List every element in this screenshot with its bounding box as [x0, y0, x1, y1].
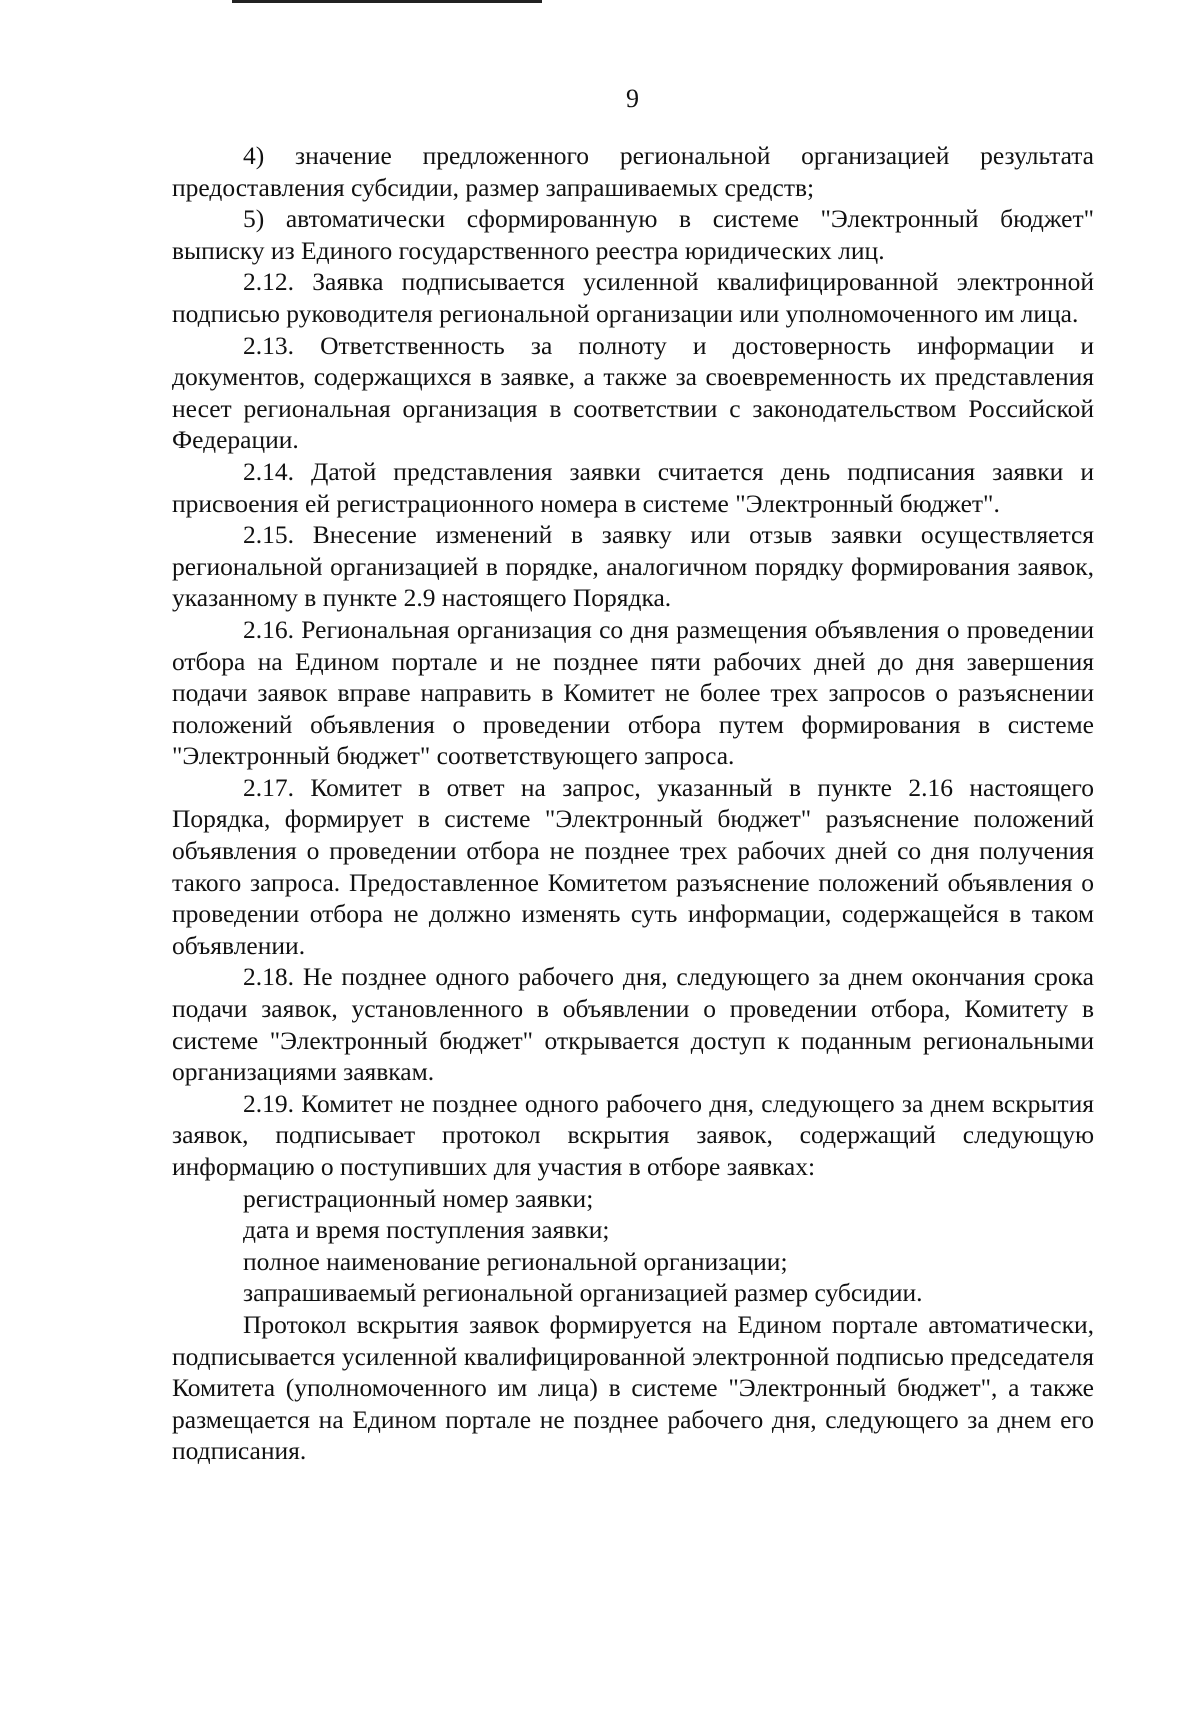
list-item-registration-number: регистрационный номер заявки;	[243, 1183, 594, 1213]
paragraph-2-18: 2.18. Не позднее одного рабочего дня, следующего за днем окончания срока подачи заявок, установленного в объявлении о проведении отбора, Комитету в системе "Электронный бюджет" открывается доступ к поданным региональными организациями заявкам.	[172, 962, 1094, 1087]
paragraph-2-13: 2.13. Ответственность за полноту и достоверность информации и документов, содержащихся в заявке, а также за своевременность их представления несет региональная организация в соответствии с законодательством Российской Федерации.	[172, 330, 1094, 455]
paragraph-protocol: Протокол вскрытия заявок формируется на Едином портале автоматически, подписывается усиленной квалифицированной электронной подписью председателя Комитета (уполномоченного им лица) в системе "Электронный бюджет", а также размещается на Едином портале не позднее рабочего дня, следующего за днем его подписания.	[172, 1309, 1094, 1466]
paragraph-2-14: 2.14. Датой представления заявки считается день подписания заявки и присвоения ей регистрационного номера в системе "Электронный бюджет".	[172, 456, 1094, 518]
paragraph-2-19: 2.19. Комитет не позднее одного рабочего дня, следующего за днем вскрытия заявок, подписывает протокол вскрытия заявок, содержащий следующую информацию о поступивших для участия в отборе заявках:	[172, 1088, 1094, 1181]
list-item-organization-name: полное наименование региональной организации;	[243, 1246, 788, 1276]
list-item-subsidy-amount: запрашиваемый региональной организацией размер субсидии.	[243, 1278, 923, 1308]
list-item-date-time: дата и время поступления заявки;	[243, 1215, 610, 1245]
page-number: 9	[626, 84, 639, 113]
paragraph-item-4: 4) значение предложенного региональной организацией результата предоставления субсидии, размер запрашиваемых средств;	[172, 141, 1094, 202]
document-body	[172, 140, 1094, 1467]
paragraph-2-17: 2.17. Комитет в ответ на запрос, указанный в пункте 2.16 настоящего Порядка, формирует в системе "Электронный бюджет" разъяснение положений объявления о проведении отбора не позднее трех рабочих дней со дня получения такого запроса. Предоставленное Комитетом разъяснение положений объявления о проведении отбора не должно изменять суть информации, содержащейся в таком объявлении.	[172, 772, 1094, 960]
paragraph-2-12: 2.12. Заявка подписывается усиленной квалифицированной электронной подписью руководителя региональной организации или уполномоченного им лица.	[172, 267, 1094, 328]
paragraph-2-15: 2.15. Внесение изменений в заявку или отзыв заявки осуществляется региональной организацией в порядке, аналогичном порядку формирования заявок, указанному в пункте 2.9 настоящего Порядка.	[172, 520, 1094, 613]
top-scan-rule	[232, 0, 542, 3]
paragraph-item-5: 5) автоматически сформированную в системе "Электронный бюджет" выписку из Единого государственного реестра юридических лиц.	[172, 204, 1094, 265]
paragraph-2-16: 2.16. Региональная организация со дня размещения объявления о проведении отбора на Едином портале и не позднее пяти рабочих дней до дня завершения подачи заявок вправе направить в Комитет не более трех запросов о разъяснении положений объявления о проведении отбора путем формирования в системе "Электронный бюджет" соответствующего запроса.	[172, 614, 1094, 771]
